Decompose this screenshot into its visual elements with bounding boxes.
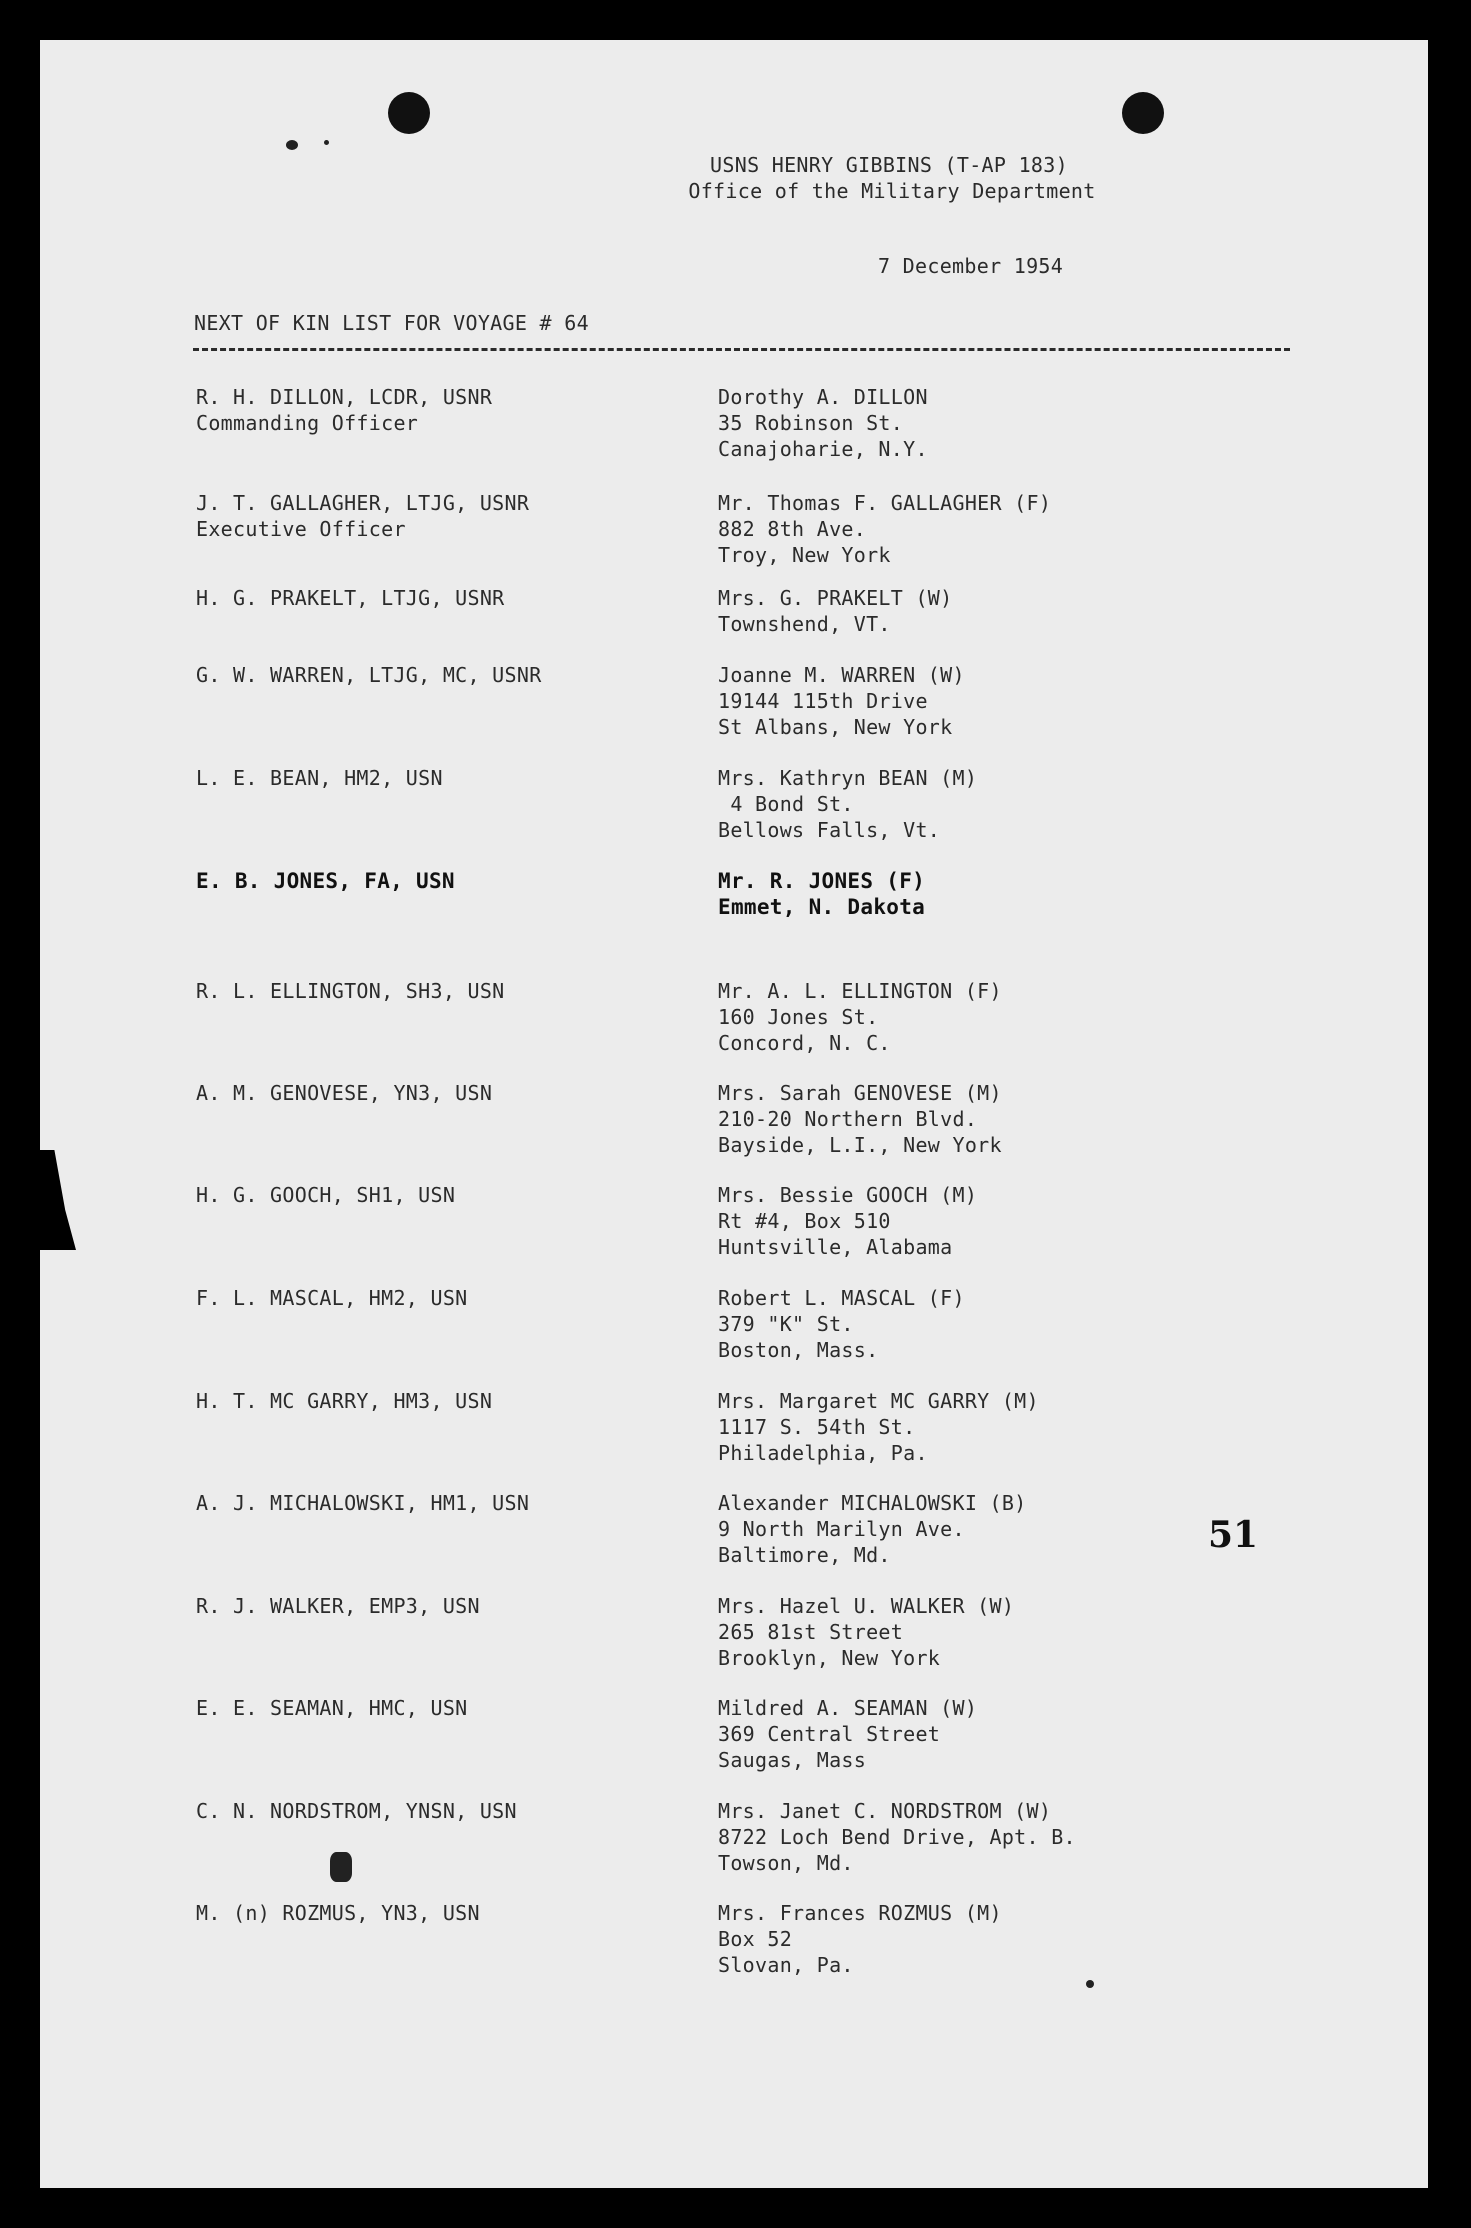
kin-address-line: Towson, Md.	[718, 1851, 854, 1875]
next-of-kin	[718, 490, 1051, 568]
service-member	[196, 868, 455, 894]
service-member-name: L. E. BEAN, HM2, USN	[196, 766, 443, 790]
service-member-name: F. L. MASCAL, HM2, USN	[196, 1286, 468, 1310]
ship-name-heading: USNS HENRY GIBBINS (T-AP 183)	[710, 153, 1068, 177]
service-member	[196, 765, 443, 791]
service-member	[196, 1490, 529, 1516]
ink-blot	[330, 1852, 352, 1882]
kin-name: Mr. Thomas F. GALLAGHER (F)	[718, 491, 1052, 515]
kin-address-line: Philadelphia, Pa.	[718, 1441, 928, 1465]
next-of-kin	[718, 765, 977, 843]
kin-name: Mrs. Janet C. NORDSTROM (W)	[718, 1799, 1052, 1823]
service-member-name: R. L. ELLINGTON, SH3, USN	[196, 979, 505, 1003]
kin-name: Mrs. Bessie GOOCH (M)	[718, 1183, 978, 1207]
service-member-name: R. H. DILLON, LCDR, USNR	[196, 385, 493, 409]
kin-name: Mr. R. JONES (F)	[718, 869, 926, 893]
next-of-kin	[718, 1593, 1014, 1671]
kin-address-line: 8722 Loch Bend Drive, Apt. B.	[718, 1825, 1076, 1849]
next-of-kin	[718, 868, 925, 920]
kin-address-line: Brooklyn, New York	[718, 1646, 941, 1670]
service-member-name: E. E. SEAMAN, HMC, USN	[196, 1696, 468, 1720]
service-member-name: H. G. PRAKELT, LTJG, USNR	[196, 586, 505, 610]
kin-address-line: 369 Central Street	[718, 1722, 941, 1746]
ink-speck	[324, 140, 329, 145]
service-member	[196, 1695, 468, 1721]
kin-address-line: St Albans, New York	[718, 715, 953, 739]
punch-hole-left	[388, 92, 430, 134]
service-member	[196, 1593, 480, 1619]
kin-address-line: Boston, Mass.	[718, 1338, 879, 1362]
document-date: 7 December 1954	[878, 254, 1064, 278]
next-of-kin	[718, 384, 928, 462]
service-member-title: Executive Officer	[196, 517, 406, 541]
kin-name: Joanne M. WARREN (W)	[718, 663, 965, 687]
kin-address-line: Townshend, VT.	[718, 612, 891, 636]
list-title: NEXT OF KIN LIST FOR VOYAGE # 64	[194, 311, 589, 335]
kin-address-line: 379 "K" St.	[718, 1312, 854, 1336]
next-of-kin	[718, 662, 965, 740]
ink-speck	[1086, 1980, 1094, 1988]
next-of-kin	[718, 585, 952, 637]
service-member-title: Commanding Officer	[196, 411, 419, 435]
kin-address-line: Bellows Falls, Vt.	[718, 818, 941, 842]
service-member-name: G. W. WARREN, LTJG, MC, USNR	[196, 663, 542, 687]
kin-name: Alexander MICHALOWSKI (B)	[718, 1491, 1027, 1515]
next-of-kin	[718, 1080, 1002, 1158]
service-member-name: C. N. NORDSTROM, YNSN, USN	[196, 1799, 517, 1823]
kin-name: Mrs. Frances ROZMUS (M)	[718, 1901, 1002, 1925]
kin-address-line: 4 Bond St.	[718, 792, 854, 816]
next-of-kin	[718, 1900, 1002, 1978]
service-member-name: A. J. MICHALOWSKI, HM1, USN	[196, 1491, 530, 1515]
kin-name: Mrs. Hazel U. WALKER (W)	[718, 1594, 1015, 1618]
kin-name: Mrs. Kathryn BEAN (M)	[718, 766, 978, 790]
torn-edge	[40, 1150, 76, 1250]
kin-address-line: Saugas, Mass	[718, 1748, 867, 1772]
next-of-kin	[718, 1388, 1039, 1466]
kin-address-line: Box 52	[718, 1927, 793, 1951]
kin-name: Robert L. MASCAL (F)	[718, 1286, 965, 1310]
kin-address-line: 265 81st Street	[718, 1620, 904, 1644]
service-member-name: J. T. GALLAGHER, LTJG, USNR	[196, 491, 530, 515]
next-of-kin	[718, 1182, 977, 1260]
service-member-name: H. G. GOOCH, SH1, USN	[196, 1183, 456, 1207]
kin-address-line: Canajoharie, N.Y.	[718, 437, 928, 461]
next-of-kin	[718, 1285, 965, 1363]
page-number: 51	[1208, 1514, 1259, 1556]
next-of-kin	[718, 1490, 1027, 1568]
service-member	[196, 490, 529, 542]
kin-address-line: 1117 S. 54th St.	[718, 1415, 916, 1439]
service-member	[196, 1080, 492, 1106]
kin-address-line: 19144 115th Drive	[718, 689, 928, 713]
kin-name: Mrs. Margaret MC GARRY (M)	[718, 1389, 1039, 1413]
service-member	[196, 1900, 480, 1926]
kin-address-line: 160 Jones St.	[718, 1005, 879, 1029]
service-member	[196, 1182, 455, 1208]
kin-address-line: Bayside, L.I., New York	[718, 1133, 1002, 1157]
service-member-name: R. J. WALKER, EMP3, USN	[196, 1594, 480, 1618]
kin-name: Dorothy A. DILLON	[718, 385, 928, 409]
next-of-kin	[718, 1695, 977, 1773]
next-of-kin	[718, 978, 1002, 1056]
service-member	[196, 585, 505, 611]
kin-name: Mrs. G. PRAKELT (W)	[718, 586, 953, 610]
service-member	[196, 384, 492, 436]
kin-address-line: Huntsville, Alabama	[718, 1235, 953, 1259]
kin-address-line: Rt #4, Box 510	[718, 1209, 891, 1233]
kin-name: Mildred A. SEAMAN (W)	[718, 1696, 978, 1720]
ink-speck	[286, 140, 298, 150]
next-of-kin	[718, 1798, 1076, 1876]
service-member	[196, 662, 542, 688]
punch-hole-right	[1122, 92, 1164, 134]
service-member-name: M. (n) ROZMUS, YN3, USN	[196, 1901, 480, 1925]
kin-address-line: Slovan, Pa.	[718, 1953, 854, 1977]
kin-address-line: 35 Robinson St.	[718, 411, 904, 435]
kin-address-line: 9 North Marilyn Ave.	[718, 1517, 965, 1541]
service-member-name: H. T. MC GARRY, HM3, USN	[196, 1389, 493, 1413]
dashed-separator	[193, 348, 1290, 351]
service-member-name: A. M. GENOVESE, YN3, USN	[196, 1081, 493, 1105]
service-member	[196, 978, 505, 1004]
kin-address-line: 882 8th Ave.	[718, 517, 867, 541]
service-member	[196, 1388, 492, 1414]
service-member	[196, 1798, 517, 1824]
kin-address-line: 210-20 Northern Blvd.	[718, 1107, 978, 1131]
service-member-name: E. B. JONES, FA, USN	[196, 869, 455, 893]
kin-address-line: Emmet, N. Dakota	[718, 895, 926, 919]
kin-address-line: Baltimore, Md.	[718, 1543, 891, 1567]
kin-address-line: Concord, N. C.	[718, 1031, 891, 1055]
kin-name: Mr. A. L. ELLINGTON (F)	[718, 979, 1002, 1003]
kin-name: Mrs. Sarah GENOVESE (M)	[718, 1081, 1002, 1105]
service-member	[196, 1285, 468, 1311]
document-page	[40, 40, 1428, 2188]
office-heading: Office of the Military Department	[688, 179, 1096, 203]
kin-address-line: Troy, New York	[718, 543, 891, 567]
